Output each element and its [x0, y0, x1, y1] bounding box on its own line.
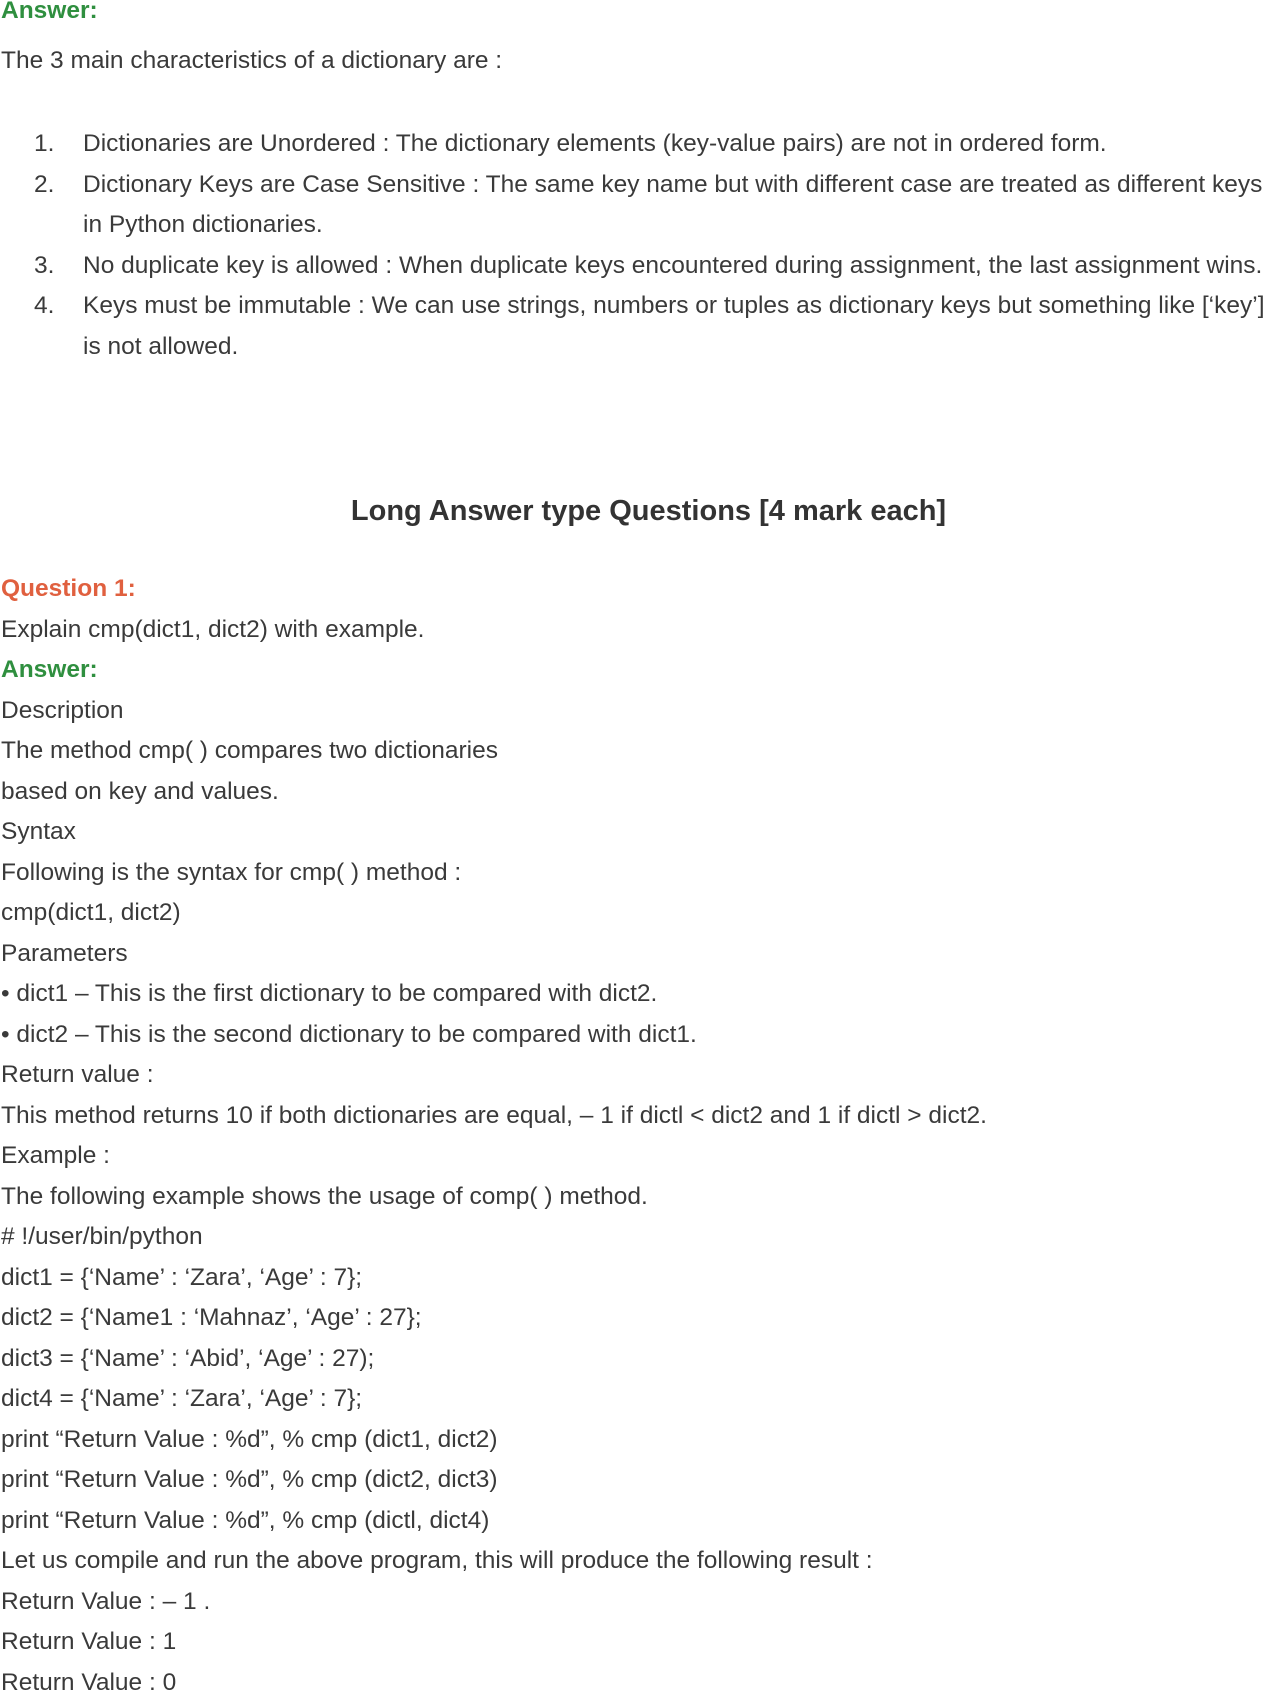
answer-line: Following is the syntax for cmp( ) method :	[1, 853, 1285, 894]
list-text: No duplicate key is allowed : When duplicate keys encountered during assignment, the last assignment wins.	[83, 252, 1262, 279]
answer-label: Answer:	[1, 0, 1285, 32]
question-text: Explain cmp(dict1, dict2) with example.	[1, 610, 1285, 651]
intro-block	[1, 41, 1285, 82]
answer-section-1	[1, 0, 1285, 32]
list-text: Dictionary Keys are Case Sensitive : The same key name but with different case are treated as different keys in Python dictionaries.	[83, 171, 1262, 239]
answer-line: • dict1 – This is the first dictionary to be compared with dict2.	[1, 974, 1285, 1015]
characteristics-list	[1, 124, 1285, 368]
answer-line: dict4 = {‘Name’ : ‘Zara’, ‘Age’ : 7};	[1, 1379, 1285, 1420]
intro-text: The 3 main characteristics of a dictionary are :	[1, 41, 1285, 82]
question-1-block	[1, 569, 1285, 1703]
answer-label: Answer:	[1, 650, 1285, 691]
answer-line: Return value :	[1, 1055, 1285, 1096]
list-item	[1, 165, 1285, 246]
answer-line: Return Value : 1	[1, 1622, 1285, 1663]
answer-line: Parameters	[1, 934, 1285, 975]
answer-line: Description	[1, 691, 1285, 732]
list-number: 4.	[34, 286, 54, 327]
answer-line: Let us compile and run the above program, this will produce the following result :	[1, 1541, 1285, 1582]
answer-line: print “Return Value : %d”, % cmp (dict1, dict2)	[1, 1420, 1285, 1461]
answer-line: dict2 = {‘Name1 : ‘Mahnaz’, ‘Age’ : 27};	[1, 1298, 1285, 1339]
answer-line: Return Value : – 1 .	[1, 1582, 1285, 1623]
answer-line: dict1 = {‘Name’ : ‘Zara’, ‘Age’ : 7};	[1, 1258, 1285, 1299]
answer-line: The method cmp( ) compares two dictionaries	[1, 731, 1285, 772]
answer-line: based on key and values.	[1, 772, 1285, 813]
answer-line: dict3 = {‘Name’ : ‘Abid’, ‘Age’ : 27);	[1, 1339, 1285, 1380]
list-text: Dictionaries are Unordered : The dictionary elements (key-value pairs) are not in ordered form.	[83, 130, 1107, 157]
list-number: 2.	[34, 165, 54, 206]
answer-line: print “Return Value : %d”, % cmp (dict2, dict3)	[1, 1460, 1285, 1501]
list-item	[1, 246, 1285, 287]
list-item	[1, 124, 1285, 165]
question-label: Question 1:	[1, 569, 1285, 610]
list-number: 3.	[34, 246, 54, 287]
list-item	[1, 286, 1285, 367]
list-text: Keys must be immutable : We can use strings, numbers or tuples as dictionary keys but something like [‘key’] is not allowed.	[83, 292, 1265, 360]
answer-line: Example :	[1, 1136, 1285, 1177]
answer-line: Return Value : 0	[1, 1663, 1285, 1703]
answer-line: cmp(dict1, dict2)	[1, 893, 1285, 934]
answer-line: This method returns 10 if both dictionaries are equal, – 1 if dictl < dict2 and 1 if dictl > dict2.	[1, 1096, 1285, 1137]
answer-line: The following example shows the usage of comp( ) method.	[1, 1177, 1285, 1218]
section-heading: Long Answer type Questions [4 mark each]	[0, 490, 1285, 532]
answer-line: print “Return Value : %d”, % cmp (dictl, dict4)	[1, 1501, 1285, 1542]
answer-body	[1, 691, 1285, 1703]
answer-line: Syntax	[1, 812, 1285, 853]
answer-line: • dict2 – This is the second dictionary to be compared with dict1.	[1, 1015, 1285, 1056]
answer-line: # !/user/bin/python	[1, 1217, 1285, 1258]
list-number: 1.	[34, 124, 54, 165]
